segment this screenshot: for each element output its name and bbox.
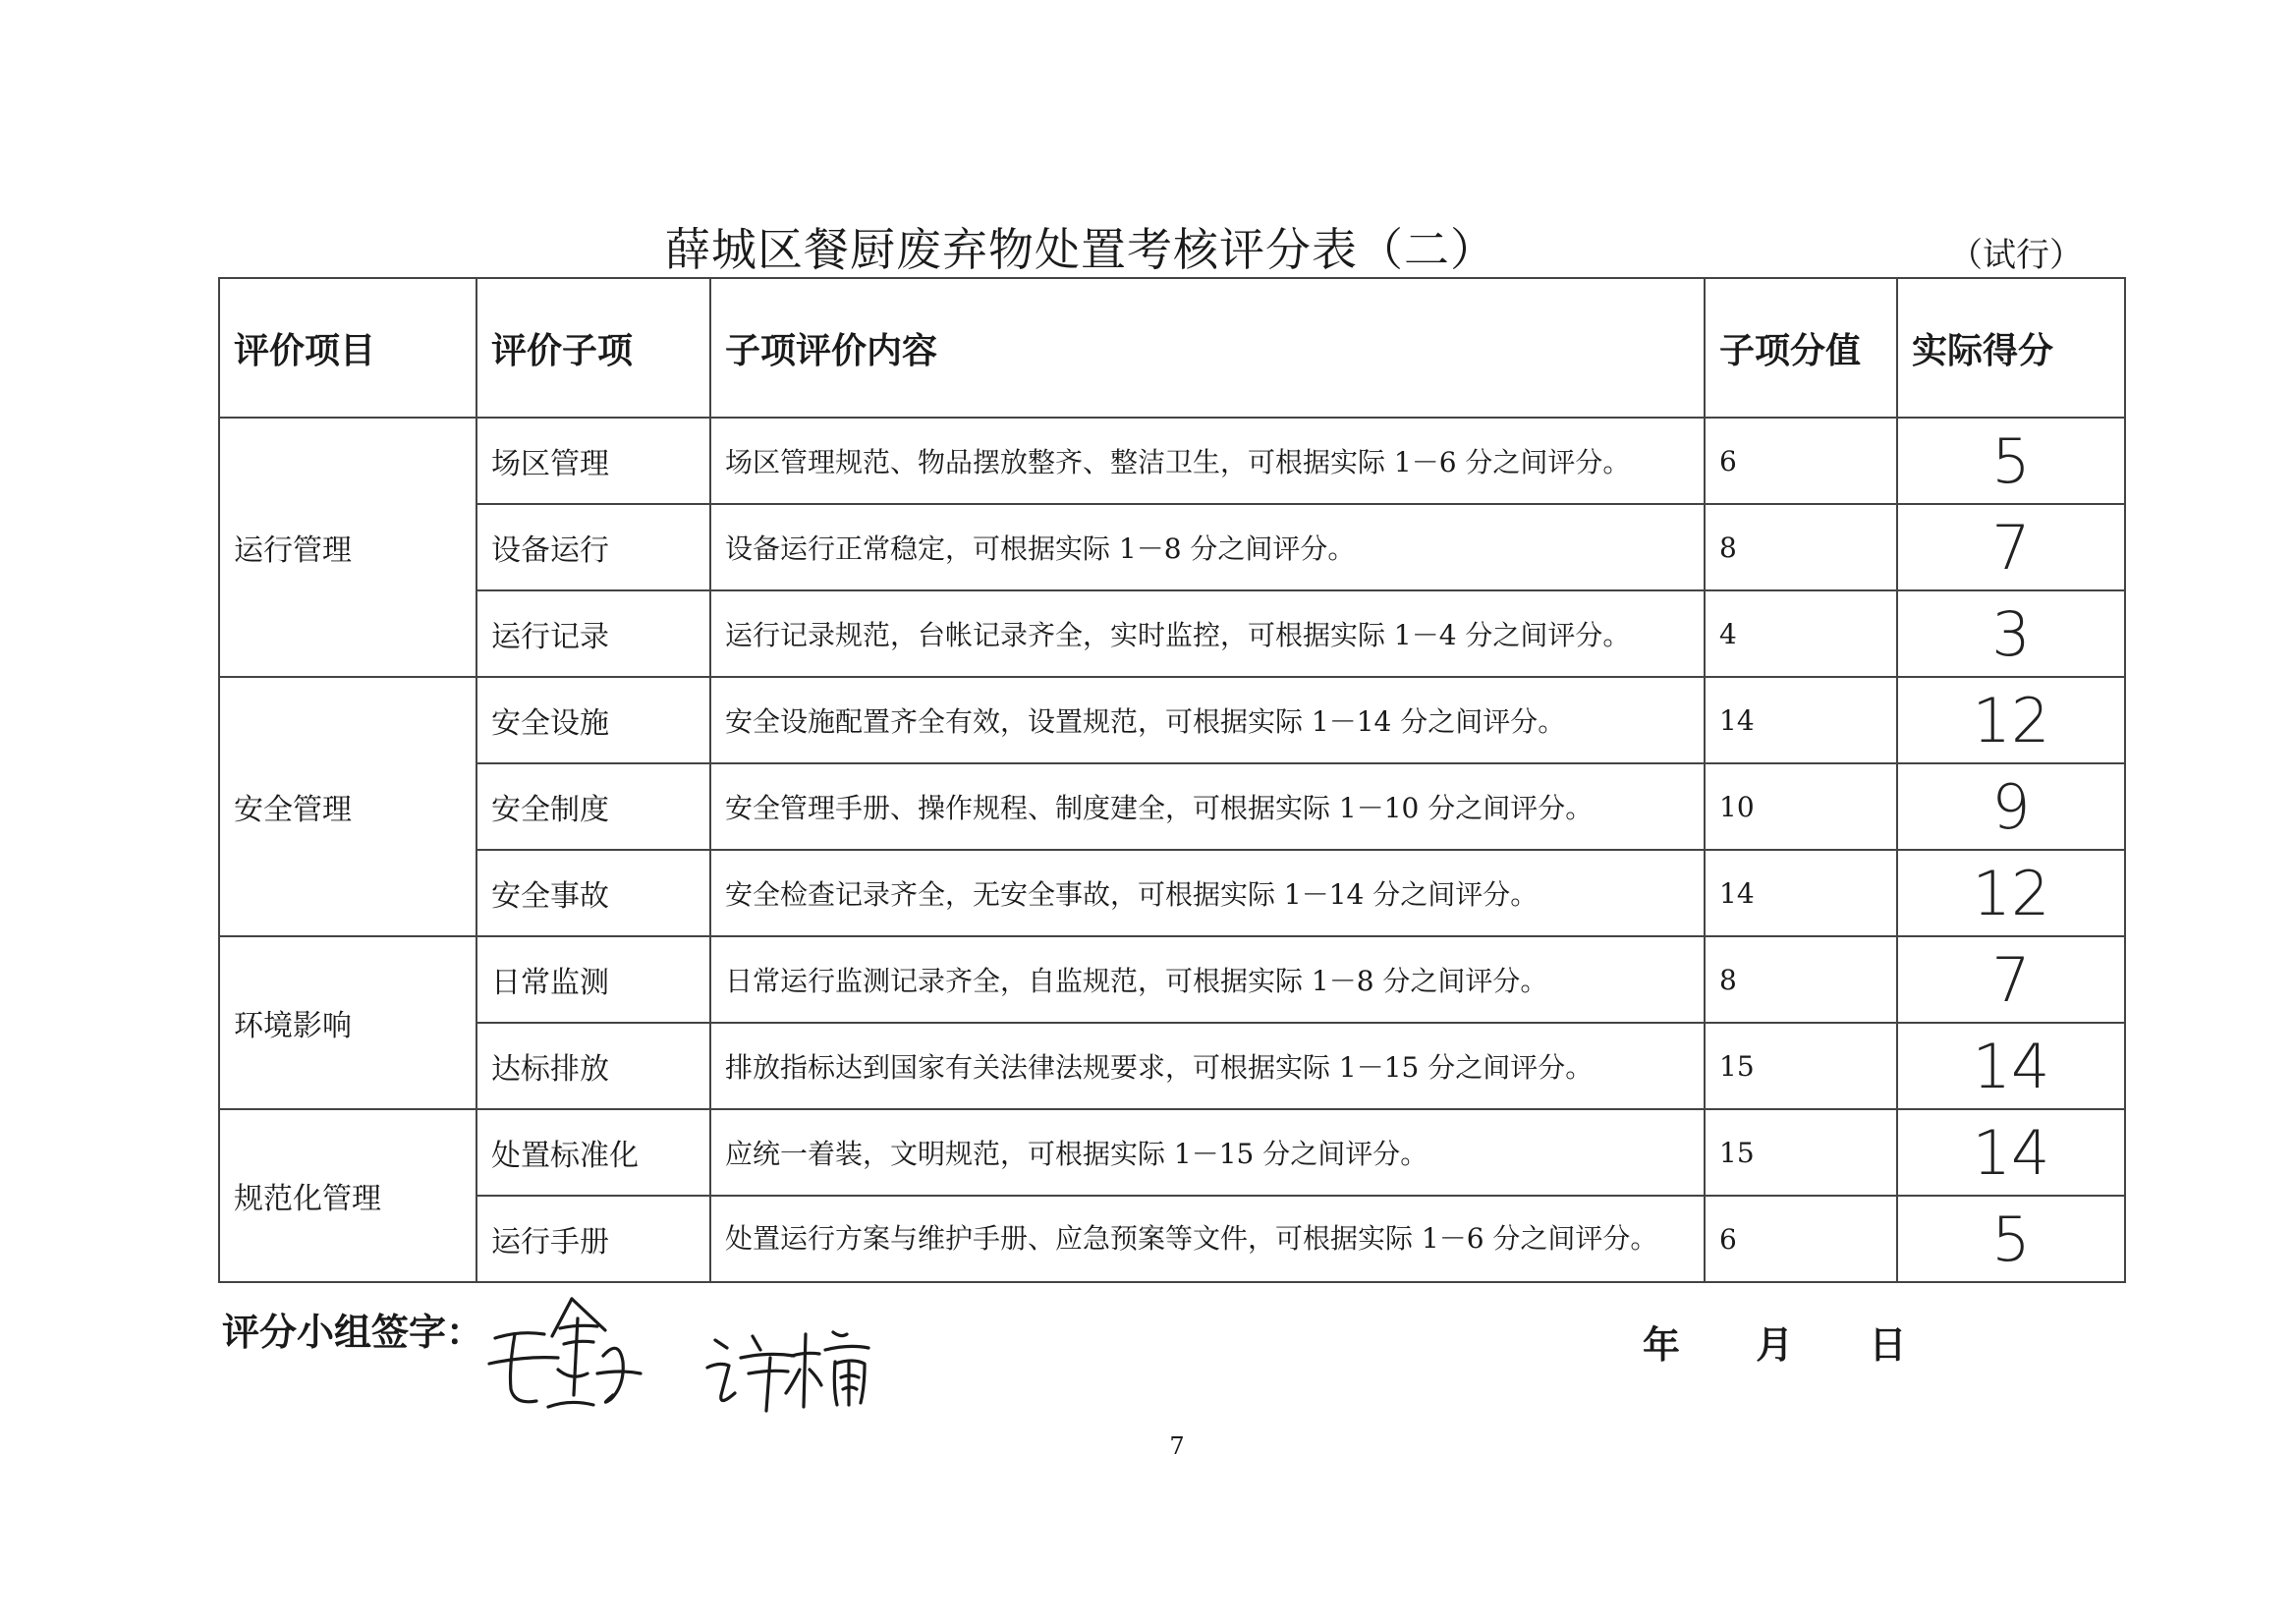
subitem-cell: 安全设施 [476,677,710,763]
value-cell: 8 [1705,936,1897,1023]
value-cell: 6 [1705,418,1897,504]
subitem-cell: 运行手册 [476,1196,710,1282]
actual-score-cell: 14 [1897,1023,2125,1109]
content-cell: 运行记录规范，台帐记录齐全，实时监控，可根据实际 1－4 分之间评分。 [710,590,1705,677]
table-row [219,1023,2125,1109]
category-cell: 环境影响 [219,936,476,1109]
actual-score-cell: 9 [1897,763,2125,850]
value-cell: 15 [1705,1023,1897,1109]
page-number: 7 [1169,1432,1185,1460]
actual-score-cell: 12 [1897,677,2125,763]
subitem-cell: 设备运行 [476,504,710,590]
table-row [219,763,2125,850]
value-cell: 8 [1705,504,1897,590]
actual-score-cell: 5 [1897,418,2125,504]
value-cell: 14 [1705,677,1897,763]
document-title: 薛城区餐厨废弃物处置考核评分表（二） [665,223,1496,276]
header-value: 子项分值 [1705,278,1897,418]
actual-score-cell: 7 [1897,936,2125,1023]
header-item: 评价项目 [219,278,476,418]
date-month-label: 月 [1756,1323,1794,1367]
scoring-table [218,277,2126,1283]
trial-label: （试行） [1949,236,2083,275]
content-cell: 排放指标达到国家有关法律法规要求，可根据实际 1－15 分之间评分。 [710,1023,1705,1109]
header-actual: 实际得分 [1897,278,2125,418]
value-cell: 15 [1705,1109,1897,1196]
content-cell: 日常运行监测记录齐全，自监规范，可根据实际 1－8 分之间评分。 [710,936,1705,1023]
subitem-cell: 安全制度 [476,763,710,850]
handwritten-signature [476,1279,908,1427]
value-cell: 4 [1705,590,1897,677]
actual-score-cell: 7 [1897,504,2125,590]
value-cell: 14 [1705,850,1897,936]
table-row [219,1109,2125,1196]
date-fields [1643,1315,1970,1369]
category-cell: 安全管理 [219,677,476,936]
category-cell: 规范化管理 [219,1109,476,1282]
content-cell: 安全检查记录齐全，无安全事故，可根据实际 1－14 分之间评分。 [710,850,1705,936]
subitem-cell: 场区管理 [476,418,710,504]
actual-score-cell: 14 [1897,1109,2125,1196]
date-day-label: 日 [1869,1323,1907,1367]
actual-score-cell: 3 [1897,590,2125,677]
content-cell: 场区管理规范、物品摆放整齐、整洁卫生，可根据实际 1－6 分之间评分。 [710,418,1705,504]
actual-score-cell: 12 [1897,850,2125,936]
sign-label: 评分小组签字： [222,1311,484,1354]
subitem-cell: 运行记录 [476,590,710,677]
content-cell: 应统一着装，文明规范，可根据实际 1－15 分之间评分。 [710,1109,1705,1196]
content-cell: 安全管理手册、操作规程、制度建全，可根据实际 1－10 分之间评分。 [710,763,1705,850]
table-row [219,1196,2125,1282]
table-row [219,936,2125,1023]
value-cell: 6 [1705,1196,1897,1282]
subitem-cell: 达标排放 [476,1023,710,1109]
content-cell: 安全设施配置齐全有效，设置规范，可根据实际 1－14 分之间评分。 [710,677,1705,763]
date-year-label: 年 [1643,1323,1681,1367]
table-header-row [219,278,2125,418]
subitem-cell: 安全事故 [476,850,710,936]
actual-score-cell: 5 [1897,1196,2125,1282]
table-row [219,590,2125,677]
content-cell: 处置运行方案与维护手册、应急预案等文件，可根据实际 1－6 分之间评分。 [710,1196,1705,1282]
value-cell: 10 [1705,763,1897,850]
header-content: 子项评价内容 [710,278,1705,418]
subitem-cell: 日常监测 [476,936,710,1023]
table-row [219,504,2125,590]
content-cell: 设备运行正常稳定，可根据实际 1－8 分之间评分。 [710,504,1705,590]
subitem-cell: 处置标准化 [476,1109,710,1196]
header-subitem: 评价子项 [476,278,710,418]
table-row [219,850,2125,936]
table-row [219,418,2125,504]
category-cell: 运行管理 [219,418,476,677]
table-row [219,677,2125,763]
